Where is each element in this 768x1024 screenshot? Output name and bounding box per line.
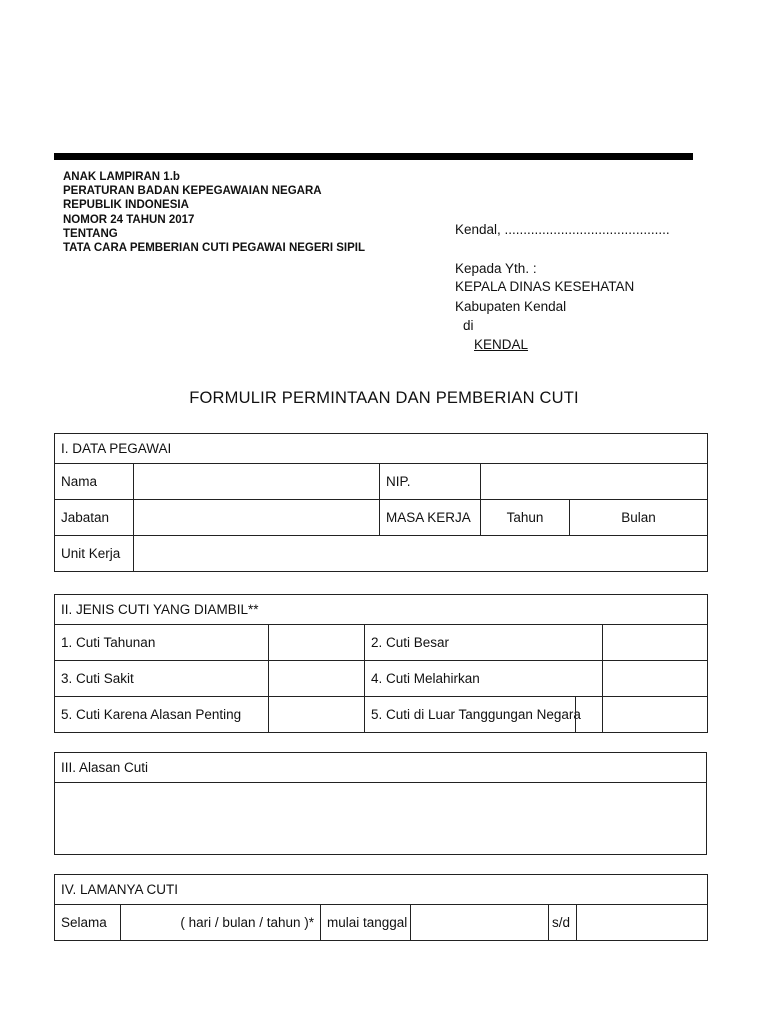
recipient-city: KENDAL <box>474 337 529 352</box>
recipient-region: Kabupaten Kendal <box>455 299 567 314</box>
cuti-melahirkan-checkbox[interactable] <box>603 661 708 697</box>
header-line: PERATURAN BADAN KEPEGAWAIAN NEGARA <box>63 185 322 198</box>
recipient-name: KEPALA DINAS KESEHATAN <box>455 279 635 294</box>
cuti-sakit-label: 3. Cuti Sakit <box>55 661 269 697</box>
end-date-field[interactable] <box>577 905 708 941</box>
header-line: ANAK LAMPIRAN 1.b <box>63 171 180 183</box>
cuti-sakit-checkbox[interactable] <box>269 661 365 697</box>
cuti-luar-tanggungan-label <box>365 697 603 733</box>
cuti-luar-tanggungan-checkbox[interactable] <box>603 697 708 733</box>
alasan-cuti-field[interactable] <box>55 783 707 855</box>
selama-label: Selama <box>55 905 121 941</box>
nama-label: Nama <box>55 464 134 500</box>
place-date: Kendal, ............................................ <box>455 222 670 237</box>
top-rule <box>54 153 693 160</box>
section-title: I. DATA PEGAWAI <box>55 434 708 464</box>
cuti-alasan-penting-label: 5. Cuti Karena Alasan Penting <box>55 697 269 733</box>
nama-field[interactable] <box>134 464 380 500</box>
header-line: TENTANG <box>63 227 118 240</box>
nip-field[interactable] <box>481 464 708 500</box>
cell-divider <box>575 697 576 732</box>
section-lamanya-cuti <box>54 874 708 941</box>
header-line: REPUBLIK INDONESIA <box>63 199 189 212</box>
section-alasan-cuti <box>54 752 707 855</box>
unit-kerja-label: Unit Kerja <box>55 536 134 572</box>
unit-kerja-field[interactable] <box>134 536 708 572</box>
cuti-besar-label: 2. Cuti Besar <box>365 625 603 661</box>
jabatan-label: Jabatan <box>55 500 134 536</box>
sd-label: s/d <box>549 905 577 941</box>
header-line: NOMOR 24 TAHUN 2017 <box>63 213 195 226</box>
regulation-header <box>63 170 365 255</box>
form-title: FORMULIR PERMINTAAN DAN PEMBERIAN CUTI <box>189 389 579 407</box>
masa-kerja-label: MASA KERJA <box>380 500 481 536</box>
bulan-label: Bulan <box>570 500 708 536</box>
header-line: TATA CARA PEMBERIAN CUTI PEGAWAI NEGERI SIPIL <box>63 242 365 255</box>
cuti-melahirkan-label: 4. Cuti Melahirkan <box>365 661 603 697</box>
cuti-tahunan-label: 1. Cuti Tahunan <box>55 625 269 661</box>
section-jenis-cuti <box>54 594 708 733</box>
start-date-field[interactable] <box>411 905 549 941</box>
nip-label: NIP. <box>380 464 481 500</box>
cuti-luar-tanggungan-text: 5. Cuti di Luar Tanggungan Negara <box>371 707 581 722</box>
section-title: IV. LAMANYA CUTI <box>55 875 708 905</box>
recipient-label: Kepada Yth. : <box>455 261 537 276</box>
section-title: II. JENIS CUTI YANG DIAMBIL** <box>55 595 708 625</box>
cuti-tahunan-checkbox[interactable] <box>269 625 365 661</box>
cuti-alasan-penting-checkbox[interactable] <box>269 697 365 733</box>
cuti-besar-checkbox[interactable] <box>603 625 708 661</box>
section-data-pegawai <box>54 433 708 572</box>
jabatan-field[interactable] <box>134 500 380 536</box>
tahun-label: Tahun <box>481 500 570 536</box>
recipient-di: di <box>463 318 474 333</box>
section-title: III. Alasan Cuti <box>55 753 707 783</box>
duration-unit-label: ( hari / bulan / tahun )* <box>121 905 321 941</box>
mulai-tanggal-label: mulai tanggal <box>321 905 411 941</box>
